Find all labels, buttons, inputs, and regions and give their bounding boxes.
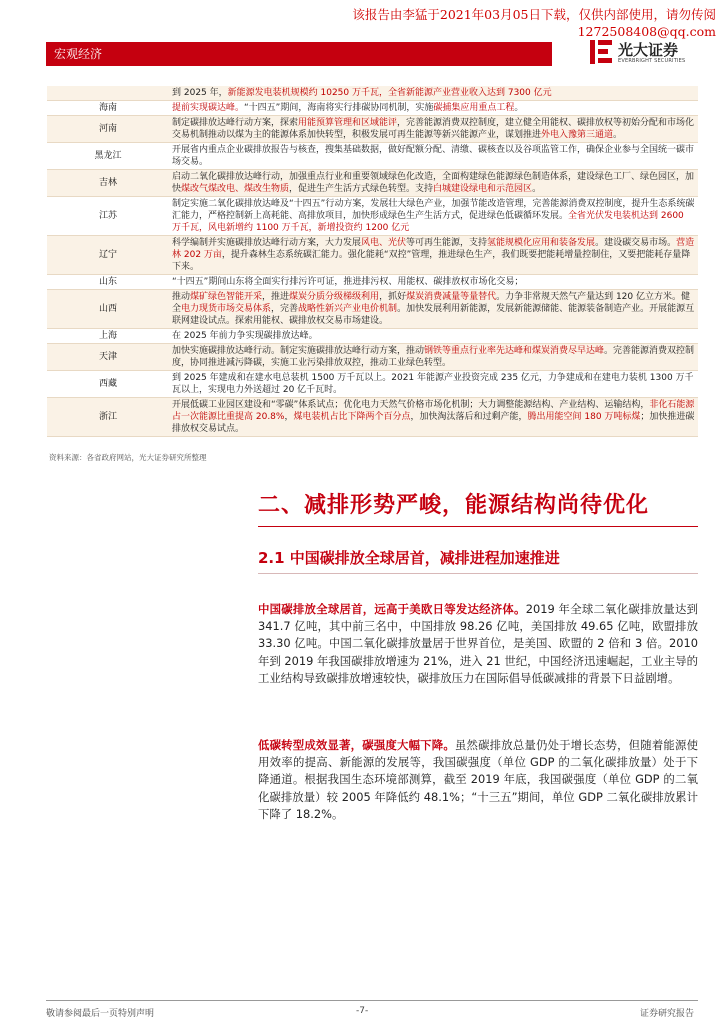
highlighted-text: 电力现货市场交易体系: [181, 304, 272, 314]
company-logo: [588, 38, 698, 68]
province-cell: 天津: [47, 344, 169, 371]
highlighted-text: 腾出用能空间 180 万吨标煤: [527, 412, 641, 422]
table-row: [47, 290, 698, 329]
highlighted-text: 战略性新兴产业电价机制: [298, 304, 398, 314]
province-cell: [47, 86, 169, 101]
footer-report-type: 证券研究报告: [640, 1009, 695, 1019]
section-divider: [258, 526, 698, 527]
highlighted-text: 煤电装机占比下降两个百分点: [293, 412, 411, 422]
province-cell: 西藏: [47, 371, 169, 398]
page-number: -7-: [356, 1006, 369, 1016]
province-cell: 上海: [47, 329, 169, 344]
policy-text: ，促进生产生活方式绿色转型。支持: [289, 184, 434, 194]
watermark-line-1: 该报告由李猛于2021年03月05日下载，仅供内部使用，请勿传阅: [352, 7, 716, 22]
province-cell: 海南: [47, 101, 169, 116]
policy-text: 到 2025 年建成和在建水电总装机 1500 万千瓦以上。2021 年能源产业投资完成 235 亿元，力争建成和在建电力装机 1300 万千瓦以上，实现电力外送超过 20 亿千瓦时。: [172, 373, 694, 395]
policy-text: 启动二氧化碳排放达峰行动，加强重点行业和重要领域绿色化改造，全面构建绿色能源绿色制造体系，建设绿色工厂、绿色园区，加快: [172, 172, 695, 194]
highlighted-text: 用能预算管理和区域能评: [298, 118, 398, 128]
policy-text: “十四五”期间，海南将实行排碳协同机制，实施: [244, 103, 434, 113]
table-row: [47, 86, 698, 101]
highlighted-text: 全省光伏发电装机达到 2600 万千瓦，风电新增约 1100 万千瓦，新增投资约 1200 亿元: [172, 211, 684, 233]
highlighted-text: 白城建设绿电和示范园区: [433, 184, 533, 194]
policy-cell: [169, 275, 698, 290]
policy-text: 。完善能源消费双控制度，协同推进减污降碳，实施工业污染排放双控，推动工业绿色转型。: [172, 346, 695, 368]
policy-text: ，: [284, 412, 294, 422]
policy-text: ，完善能源消费双控制度，建立健全用能权、碳排放权等初始分配和市场化交易机制推动以煤为主的能源体系加快转型，积极发展可再生能源等新兴能源产业，谋划推进: [172, 118, 695, 140]
policy-cell: [169, 143, 698, 170]
highlighted-text: 氢能规模化应用和装备发展: [487, 238, 596, 248]
table-row: [47, 236, 698, 275]
policy-cell: [169, 101, 698, 116]
highlighted-text: 煤矿绿色智能开采: [190, 292, 263, 302]
highlighted-text: 外电入豫第三通道: [541, 130, 614, 140]
province-cell: 河南: [47, 116, 169, 143]
policy-cell: [169, 344, 698, 371]
subsection-title: 2.1 中国碳排放全球居首，减排进程加速推进: [258, 549, 560, 567]
policy-cell: [169, 398, 698, 437]
highlighted-text: 非化石能源占一次能源比重提高 20.8%: [172, 400, 695, 422]
logo-subtitle: EVERBRIGHT SECURITIES: [618, 58, 686, 64]
policy-text: “十四五”期间山东将全面实行排污许可证，推进排污权、用能权、碳排放权市场化交易；: [172, 277, 524, 287]
policy-text: 等可再生能源，支持: [406, 238, 488, 248]
policy-cell: [169, 86, 698, 101]
policy-text: 。: [514, 103, 524, 113]
province-cell: 辽宁: [47, 236, 169, 275]
source-note: 资料来源：各省政府网站，光大证券研究所整理: [49, 453, 207, 462]
table-row: [47, 398, 698, 437]
policy-text: 。建设碳交易市场。: [595, 238, 677, 248]
highlighted-text: 煤炭分质分级梯级利用: [289, 292, 380, 302]
table-row: [47, 170, 698, 197]
policy-text: ，加快淘汰落后和过剩产能，: [410, 412, 528, 422]
policy-text: ，提升森林生态系统碳汇能力。强化能耗“双控”管理，推进绿色生产，我们既要把能耗增量控制住，又要把能耗存量降下来。: [172, 250, 691, 272]
section-header-bar: [46, 42, 552, 66]
policy-text: 制定碳排放达峰行动方案，探索: [172, 118, 299, 128]
policy-text: 推动: [172, 292, 191, 302]
table-row: [47, 344, 698, 371]
policy-text: 开展低碳工业园区建设和“零碳”体系试点；优化电力天然气价格市场化机制；大力调整能源结构、产业结构、运输结构，: [172, 400, 650, 410]
highlighted-text: 碳捕集应用重点工程: [433, 103, 515, 113]
policy-text: 。: [613, 130, 623, 140]
policy-cell: [169, 116, 698, 143]
highlighted-text: 煤改气煤改电、煤改生物质: [181, 184, 290, 194]
policy-text: ，抓好: [379, 292, 407, 302]
policy-text: 加快实施碳排放达峰行动。制定实施碳排放达峰行动方案，推动: [172, 346, 425, 356]
province-cell: 吉林: [47, 170, 169, 197]
highlighted-text: 风电、光伏: [361, 238, 407, 248]
table-row: [47, 371, 698, 398]
paragraph-emissions: [258, 601, 698, 687]
policy-text: 科学编制并实施碳排放达峰行动方案，大力发展: [172, 238, 362, 248]
policy-text: 。力争非常规天然气产量达到 120 亿立方米。健全: [172, 292, 690, 314]
policy-cell: [169, 329, 698, 344]
policy-text: 在 2025 年前力争实现碳排放达峰。: [172, 331, 318, 341]
province-cell: 江苏: [47, 197, 169, 236]
policy-text: 到 2025 年，: [172, 88, 228, 98]
province-cell: 山东: [47, 275, 169, 290]
policy-cell: [169, 236, 698, 275]
policy-cell: [169, 371, 698, 398]
section-label: 宏观经济: [54, 47, 103, 61]
policy-cell: [169, 170, 698, 197]
footer-disclaimer: 敬请参阅最后一页特别声明: [46, 1009, 155, 1019]
subsection-divider: [258, 573, 698, 574]
highlighted-text: 营造林 202 万亩: [172, 238, 695, 260]
highlighted-text: 新能源发电装机规模约 10250 万千瓦，全省新能源产业营业收入达到 7300 亿元: [227, 88, 552, 98]
province-cell: 浙江: [47, 398, 169, 437]
province-cell: 黑龙江: [47, 143, 169, 170]
highlighted-text: 钢铁等重点行业率先达峰和煤炭消费尽早达峰: [424, 346, 605, 356]
provincial-policy-table: [47, 86, 698, 437]
policy-text: ，完善: [271, 304, 299, 314]
paragraph-emissions-body: 2019 年全球二氧化碳排放量达到 341.7 亿吨，其中前三名中，中国排放 98.26 亿吨，美国排放 49.65 亿吨，欧盟排放 33.30 亿吨。中国二氧化碳排放量居于世界首位，是美国、欧盟的 2 倍和 3 倍。2010 年到 2019 年我国碳排放增速为 21%，进入 21 世纪，中国经济迅速崛起，工业主导的工业结构导致碳排放增速较快，碳排放压力在国际倡导低碳减排的背景下日益剧增。: [258, 602, 699, 685]
policy-text: 开展省内重点企业碳排放报告与核查，搜集基础数据，做好配额分配、清缴、碳核查以及谷项监管工作，确保企业参与全国统一碳市场交易。: [172, 145, 695, 167]
policy-cell: [169, 197, 698, 236]
policy-text: 。加快发展利用新能源，发展新能源储能、能源装备制造产业。开展能源互联网建设试点。探索用能权、碳排放权交易市场建设。: [172, 304, 695, 326]
section-title: 二、减排形势严峻，能源结构尚待优化: [258, 493, 650, 518]
table-row: [47, 197, 698, 236]
paragraph-intensity-lead: 低碳转型成效显著，碳强度大幅下降。: [258, 738, 455, 752]
table-row: [47, 143, 698, 170]
paragraph-emissions-lead: 中国碳排放全球居首，远高于美欧日等发达经济体。: [258, 602, 526, 616]
table-row: [47, 101, 698, 116]
everbright-logo-icon: [588, 38, 614, 66]
footer-divider: [46, 1000, 698, 1001]
policy-text: ；加快推进碳排放权交易试点。: [172, 412, 695, 434]
policy-text: 。: [532, 184, 542, 194]
paragraph-carbon-intensity: [258, 737, 698, 823]
policy-cell: [169, 290, 698, 329]
paragraph-intensity-body: 虽然碳排放总量仍处于增长态势，但随着能源使用效率的提高、新能源的发展等，我国碳强度（单位 GDP 的二氧化碳排放量）处于下降通道。根据我国生态环境部测算，截至 2019 年底，我国碳强度（单位 GDP 的二氧化碳排放量）较 2005 年降低约 48.1%；“十三五”期间，单位 GDP 二氧化碳排放累计下降了 18.2%。: [258, 738, 698, 821]
policy-text: ，推进: [262, 292, 290, 302]
table-row: [47, 329, 698, 344]
logo-name: 光大证券: [618, 41, 679, 59]
download-watermark: [352, 6, 716, 40]
watermark-email: 1272508408@qq.com: [577, 24, 716, 39]
table-row: [47, 275, 698, 290]
table-row: [47, 116, 698, 143]
province-cell: 山西: [47, 290, 169, 329]
policy-text: 制定实施二氧化碳排放达峰及“十四五”行动方案，发展壮大绿色产业，加强节能改造管理，完善能源消费双控制度，提升生态系统碳汇能力，严格控制新上高耗能、高排放项目，加快形成绿色生产生活方式，促进绿色低碳循环发展。: [172, 199, 695, 221]
highlighted-text: 煤炭消费减量等量替代: [406, 292, 497, 302]
highlighted-text: 提前实现碳达峰。: [172, 103, 245, 113]
